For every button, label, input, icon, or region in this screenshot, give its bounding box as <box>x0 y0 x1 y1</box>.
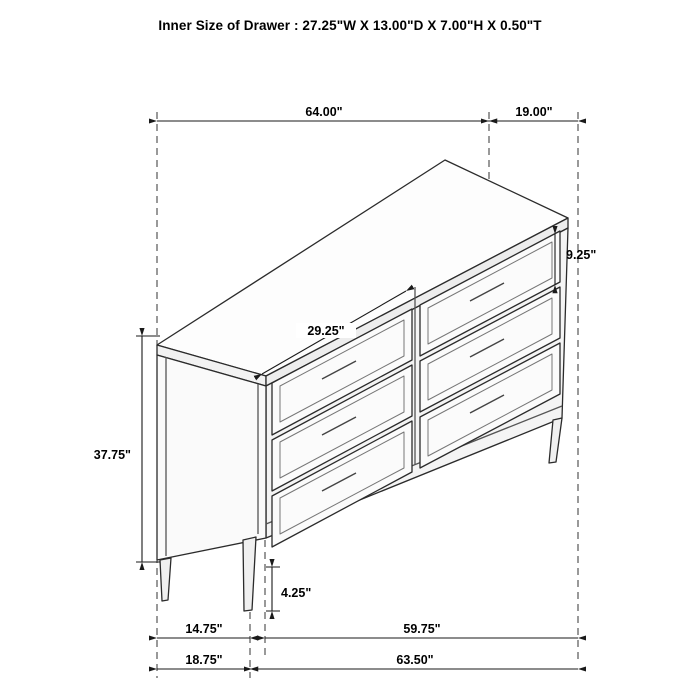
page-title: Inner Size of Drawer : 27.25"W X 13.00"D X 7.00"H X 0.50"T <box>158 18 542 33</box>
dim-label-left-foot-offset: 14.75" <box>185 622 223 636</box>
dim-label-side-depth-top: 19.00" <box>515 105 553 119</box>
dim-label-base-width: 63.50" <box>396 653 434 667</box>
dresser-left-side-panel <box>157 355 266 560</box>
dim-label-overall-width-top: 64.00" <box>305 105 343 119</box>
dim-label-top-drawer-height: 9.25" <box>566 248 597 262</box>
dresser-leg-right-rear <box>549 418 562 463</box>
dresser-leg-left-front <box>160 558 171 601</box>
dim-label-top-surface-depth: 29.25" <box>307 324 345 338</box>
dim-label-base-left-offset: 18.75" <box>185 653 223 667</box>
dresser-illustration <box>157 160 568 611</box>
dim-label-leg-height: 4.25" <box>281 586 312 600</box>
dim-label-overall-height: 37.75" <box>93 448 131 462</box>
dresser-leg-center-front <box>243 537 256 611</box>
dim-label-front-width: 59.75" <box>403 622 441 636</box>
